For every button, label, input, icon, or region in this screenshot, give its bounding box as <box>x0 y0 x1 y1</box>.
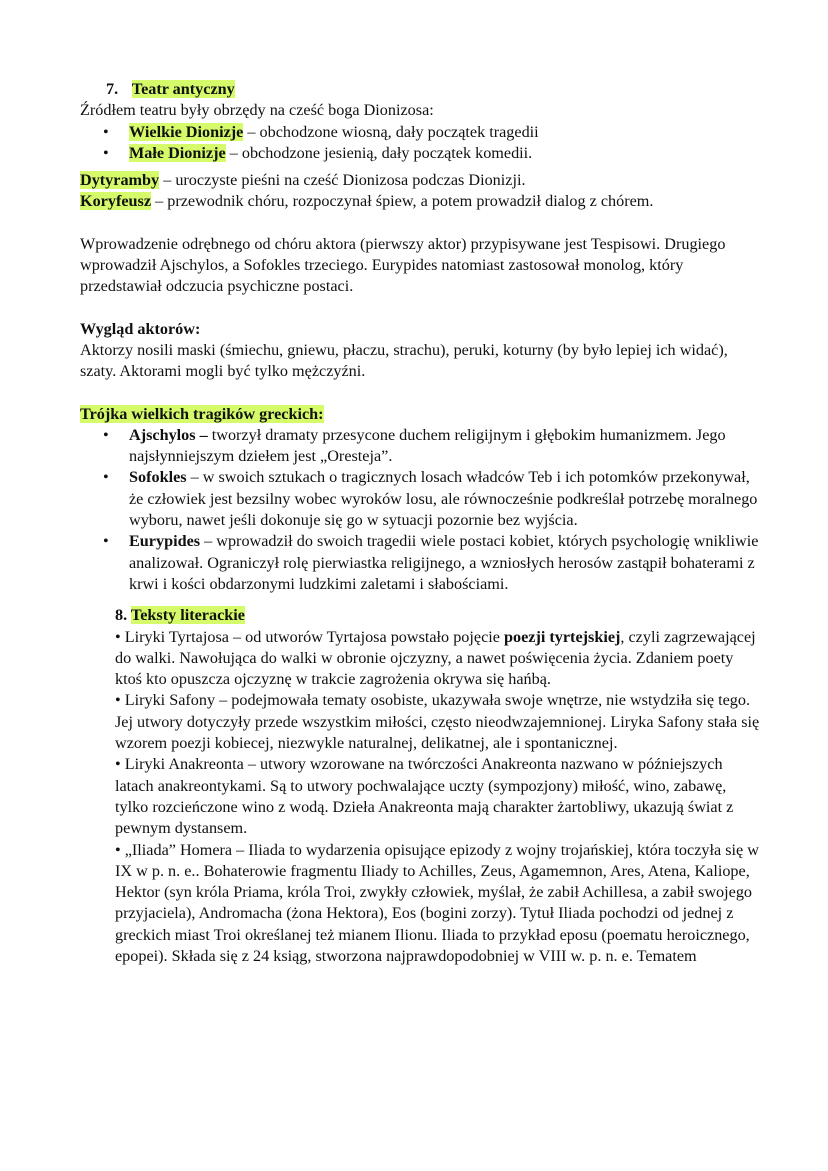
list-item <box>80 425 760 468</box>
list-item <box>80 143 760 164</box>
section-7-intro: Źródłem teatru były obrzędy na cześć boga Dionizosa: <box>80 101 434 120</box>
list-item-text: – obchodzone jesienią, dały początek komedii. <box>225 143 533 162</box>
list-item-text: tworzył dramaty przesycone duchem religijnym i głębokim humanizmem. Jego najsłynniejszym dziełem jest „Oresteja”. <box>129 425 726 466</box>
actors-look-title <box>80 319 760 340</box>
section-8-title: Teksty literackie <box>130 606 245 625</box>
section-7-number: 7. <box>106 80 119 98</box>
list-item-term: Eurypides <box>129 532 201 551</box>
list-item-term: Sofokles <box>129 468 187 487</box>
section-8-heading <box>115 605 760 626</box>
definition-text: – uroczyste pieśni na cześć Dionizosa podczas Dionizji. <box>159 171 526 190</box>
tragedians-title <box>80 404 760 425</box>
list-item-term: Małe Dionizje <box>129 143 226 162</box>
document-content <box>80 79 760 967</box>
paragraph-iliada: • „Iliada” Homera – Iliada to wydarzenia opisujące epizody z wojny trojańskiej, która toczyła się w IX w p. n. e.. Bohaterowie fragmentu Iliady to Achilles, Zeus, Agamemnon, Ares, Atena, Kaliope, Hektor (syn króla Priama, króla Troi, zwykły człowiek, myślał, że zabił Achillesa, a zabił swojego przyjaciela), Andromacha (żona Hektora), Eos (bogini zorzy). Tytuł Iliada pochodzi od jednej z greckich miast Troi określanej też mianem Ilionu. Iliada to przykład eposu (poematu heroicznego, epopei). Składa się z 24 ksiąg, stworzona najprawdopodobniej w VIII w. p. n. e. Tematem <box>115 840 759 965</box>
paragraph-text: , czyli zagrzewającej do walki. Nawołująca do walki w obronie ojczyzny, a nawet poświęcenia życia. Zdaniem poety ktoś kto opuszcza ojczyznę w trakcie zagrożenia okrywa się hańbą. <box>115 627 756 689</box>
definition-dytyramby <box>80 170 760 191</box>
definition-term: Koryfeusz <box>80 192 152 211</box>
definition-text: – przewodnik chóru, rozpoczynał śpiew, a potem prowadził dialog z chórem. <box>151 192 654 211</box>
section-7-heading <box>80 79 760 100</box>
tragedians-list <box>80 425 760 595</box>
section-8-number: 8. <box>115 606 128 625</box>
list-item-term: Ajschylos – <box>129 425 208 444</box>
list-item-text: – wprowadził do swoich tragedii wiele postaci kobiet, których psychologię wnikliwie analizował. Ograniczył rolę pierwiastka religijnego, a wzniosłych herosów zastąpił bohaterami z krwi i kości obdarzonymi ludzkimi zaletami i słabościami. <box>129 532 759 593</box>
actors-paragraph: Wprowadzenie odrębnego od chóru aktora (pierwszy aktor) przypisywane jest Tespisowi. Drugiego wprowadził Ajschylos, a Sofokles trzeciego. Eurypides natomiast zastosował monolog, który przedstawiał odczucia psychiczne postaci. <box>80 234 726 296</box>
list-item <box>80 531 760 595</box>
definition-koryfeusz <box>80 191 760 212</box>
dionizje-list <box>80 122 760 165</box>
section-7-title: Teatr antyczny <box>131 80 235 98</box>
paragraph-tyrtajos <box>115 627 760 691</box>
tragedians-title-text: Trójka wielkich tragików greckich: <box>80 404 324 423</box>
actors-look-title-text: Wygląd aktorów: <box>80 319 201 338</box>
list-item <box>80 467 760 531</box>
paragraph-text: • Liryki Tyrtajosa – od utworów Tyrtajosa powstało pojęcie <box>115 627 504 646</box>
list-item-term: Wielkie Dionizje <box>129 122 244 141</box>
list-item <box>80 122 760 143</box>
paragraph-anakreont: • Liryki Anakreonta – utwory wzorowane na twórczości Anakreonta nazwano w późniejszych latach anakreontykami. Są to utwory pochwalające uczty (sympozjony) miłość, wino, zabawę, tylko rozcieńczone wino z wodą. Dzieła Anakreonta mają charakter żartobliwy, ukazują świat z pewnym dystansem. <box>115 755 734 838</box>
section-8 <box>80 605 760 967</box>
list-item-text: – obchodzone wiosną, dały początek tragedii <box>243 122 539 141</box>
paragraph-bold-term: poezji tyrtejskiej <box>503 627 621 646</box>
actors-look-text: Aktorzy nosili maski (śmiechu, gniewu, płaczu, strachu), peruki, koturny (by było lepiej ich widać), szaty. Aktorami mogli być tylko mężczyźni. <box>80 340 728 381</box>
list-item-text: – w swoich sztukach o tragicznych losach władców Teb i ich potomków przekonywał, że człowiek jest bezsilny wobec wyroków losu, ale równocześnie podkreślał potrzebę moralnego wyboru, nawet jeśli dokonuje się go w sytuacji pozornie bez wyjścia. <box>129 468 758 530</box>
paragraph-safona: • Liryki Safony – podejmowała tematy osobiste, ukazywała swoje wnętrze, nie wstydziła się tego. Jej utwory dotyczyły przede wszystkim miłości, często nieodwzajemnionej. Liryka Safony stała się wzorem poezji kobiecej, niezwykle naturalnej, delikatnej, ale i spontanicznej. <box>115 691 760 753</box>
definition-term: Dytyramby <box>80 171 160 190</box>
